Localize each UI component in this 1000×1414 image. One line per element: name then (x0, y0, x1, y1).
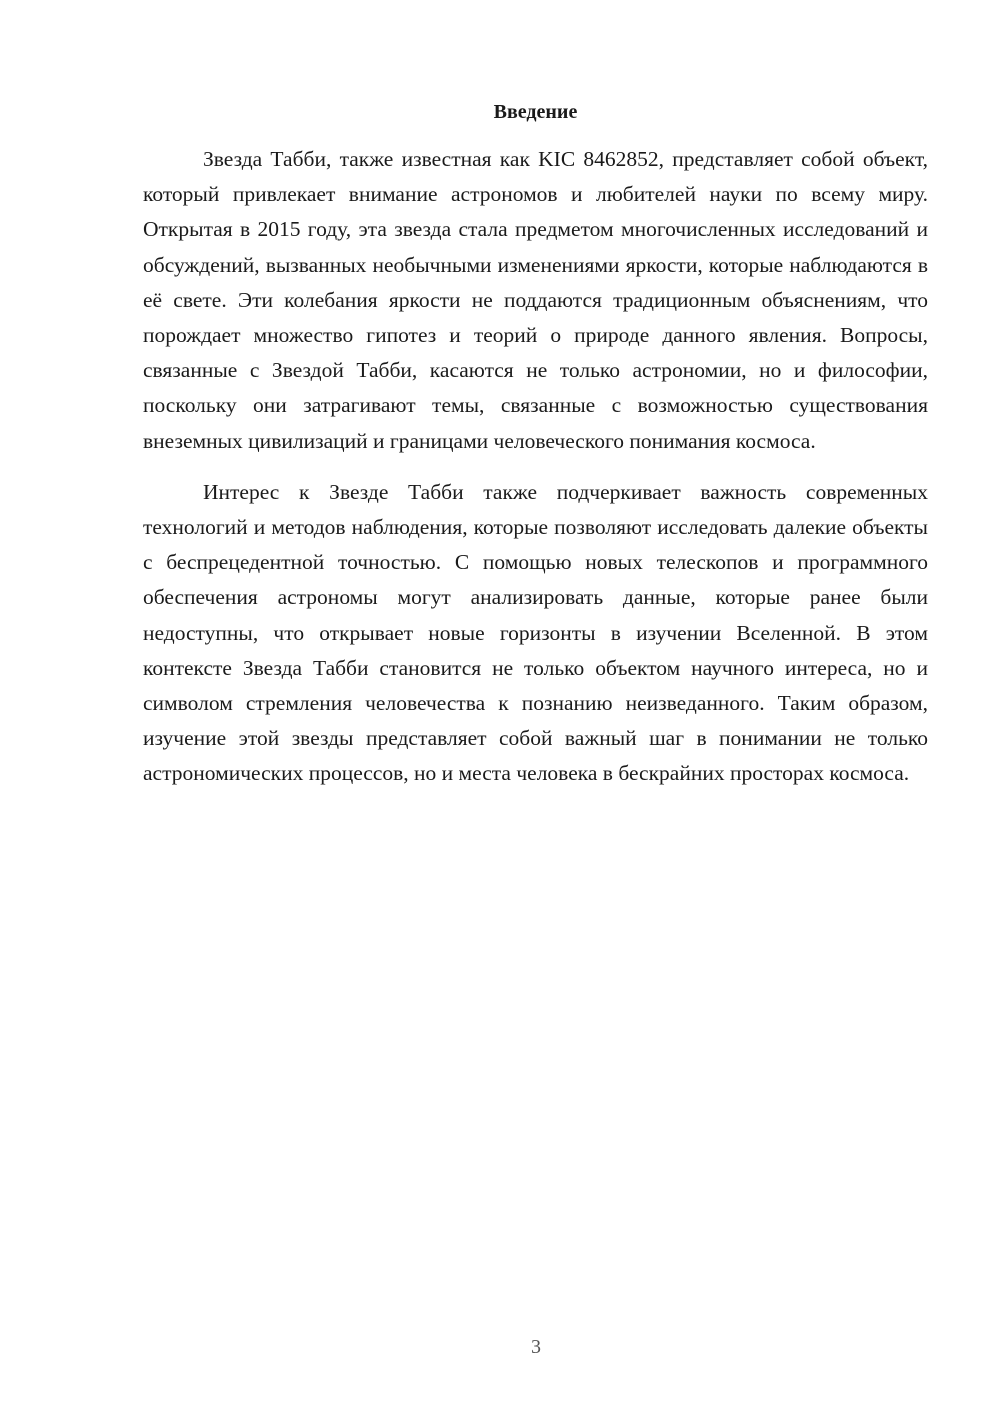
page-number: 3 (531, 1336, 541, 1358)
paragraph-1: Звезда Табби, также известная как KIC 8462852, представляет собой объект, который привлекает внимание астрономов и любителей науки по всему миру. Открытая в 2015 году, эта звезда стала предметом многочисленных исследований и обсуждений, вызванных необычными изменениями яркости, которые наблюдаются в её свете. Эти колебания яркости не поддаются традиционным объяснениям, что порождает множество гипотез и теорий о природе данного явления. Вопросы, связанные с Звездой Табби, касаются не только астрономии, но и философии, поскольку они затрагивают темы, связанные с возможностью существования внеземных цивилизаций и границами человеческого понимания космоса. (143, 147, 928, 453)
section-heading: Введение (493, 101, 578, 123)
paragraph-2: Интерес к Звезде Табби также подчеркивает важность современных технологий и методов наблюдения, которые позволяют исследовать далекие объекты с беспрецедентной точностью. С помощью новых телескопов и программного обеспечения астрономы могут анализировать данные, которые ранее были недоступны, что открывает новые горизонты в изучении Вселенной. В этом контексте Звезда Табби становится не только объектом научного интереса, но и символом стремления человечества к познанию неизведанного. Таким образом, изучение этой звезды представляет собой важный шаг в понимании не только астрономических процессов, но и места человека в бескрайних просторах космоса. (143, 479, 928, 786)
body-text (143, 142, 928, 792)
